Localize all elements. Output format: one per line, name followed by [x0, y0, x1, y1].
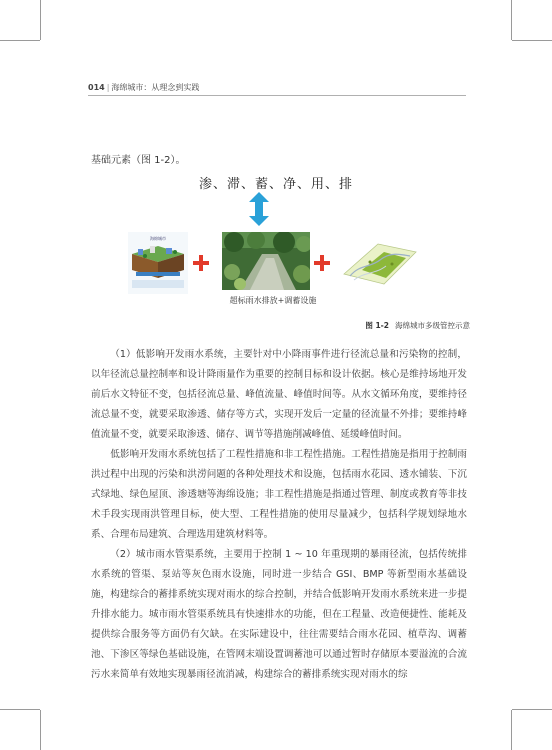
figure-number: 图 1-2 [365, 321, 389, 330]
header-rule [88, 95, 466, 96]
figure-image-caption: 超标雨水排放+调蓄设施 [229, 296, 317, 305]
stormwater-pipe-model [340, 234, 420, 290]
crop-mark [512, 709, 552, 710]
crop-mark [0, 40, 40, 41]
crop-mark [0, 709, 40, 710]
crop-mark [512, 40, 552, 41]
rain-garden-photo [222, 232, 310, 290]
figure-title: 渗、滞、蓄、净、用、排 [198, 177, 353, 192]
paragraph: 低影响开发雨水系统包括了工程性措施和非工程性措施。工程性措施是指用于控制雨洪过程中出现的污染和洪涝问题的各种处理技术和设施，包括雨水花园、透水铺装、下沉式绿地、绿色屋顶、渗透塘等海绵设施；非工程性措施是指通过管理、制度或教育等非技术手段实现雨洪管理目标，使大型、工程性措施的使用尽量减少，包括科学规划绿地水系、合理布局建筑、合理选用建筑材料等。 [91, 449, 467, 540]
header-separator: | [106, 83, 110, 92]
svg-text:海绵城市: 海绵城市 [150, 236, 166, 241]
crop-mark [511, 0, 512, 40]
body-text [91, 345, 467, 685]
low-impact-development-diagram [128, 232, 188, 294]
running-header [88, 82, 199, 93]
paragraph: （1）低影响开发雨水系统，主要针对中小降雨事件进行径流总量和污染物的控制，以年径流总量控制率和设计降雨量作为重要的控制目标和设计依据。核心是维持场地开发前后水文特征不变，包括径流总量、峰值流量、峰值时间等。从水文循环角度，要维持径流总量不变，就要采取渗透、储存等方式，实现开发后一定量的径流量不外排；要维持峰值流量不变，就要采取渗透、储存、调节等措施削减峰值、延缓峰值时间。 [91, 349, 467, 440]
figure-label-text: 海绵城市多级管控示意 [395, 321, 470, 330]
paragraph: （2）城市雨水管渠系统，主要用于控制 1 ~ 10 年重现期的暴雨径流，包括传统排水系统的管渠、泵站等灰色雨水设施，同时进一步结合 GSI、BMP 等新型雨水基础设施，构建综合的蓄排系统实现对雨水的综合控制，并结合低影响开发雨水系统来进一步提升排水能力。城市雨水管渠系统具有快速排水的功能，但在工程量、改造便捷性、能耗及提供综合服务等方面仍有欠缺。在实际建设中，往往需要结合雨水花园、植草沟、调蓄池、下渗区等绿色基础设施，在管网末端设置调蓄池可以通过暂时存储原本要溢流的合流污水来简单有效地实现暴雨径流消减，构建综合的蓄排系统实现对雨水的综 [91, 549, 467, 680]
intro-text: 基础元素（图 1-2）。 [91, 155, 186, 166]
book-title: 海绵城市：从理念到实践 [111, 83, 200, 92]
page-number: 014 [88, 83, 105, 92]
crop-mark [40, 0, 41, 40]
figure-caption [365, 320, 470, 331]
plus-icon [193, 255, 209, 271]
double-arrow-icon [249, 192, 269, 226]
plus-icon [314, 255, 330, 271]
crop-mark [40, 710, 41, 750]
crop-mark [511, 710, 512, 750]
